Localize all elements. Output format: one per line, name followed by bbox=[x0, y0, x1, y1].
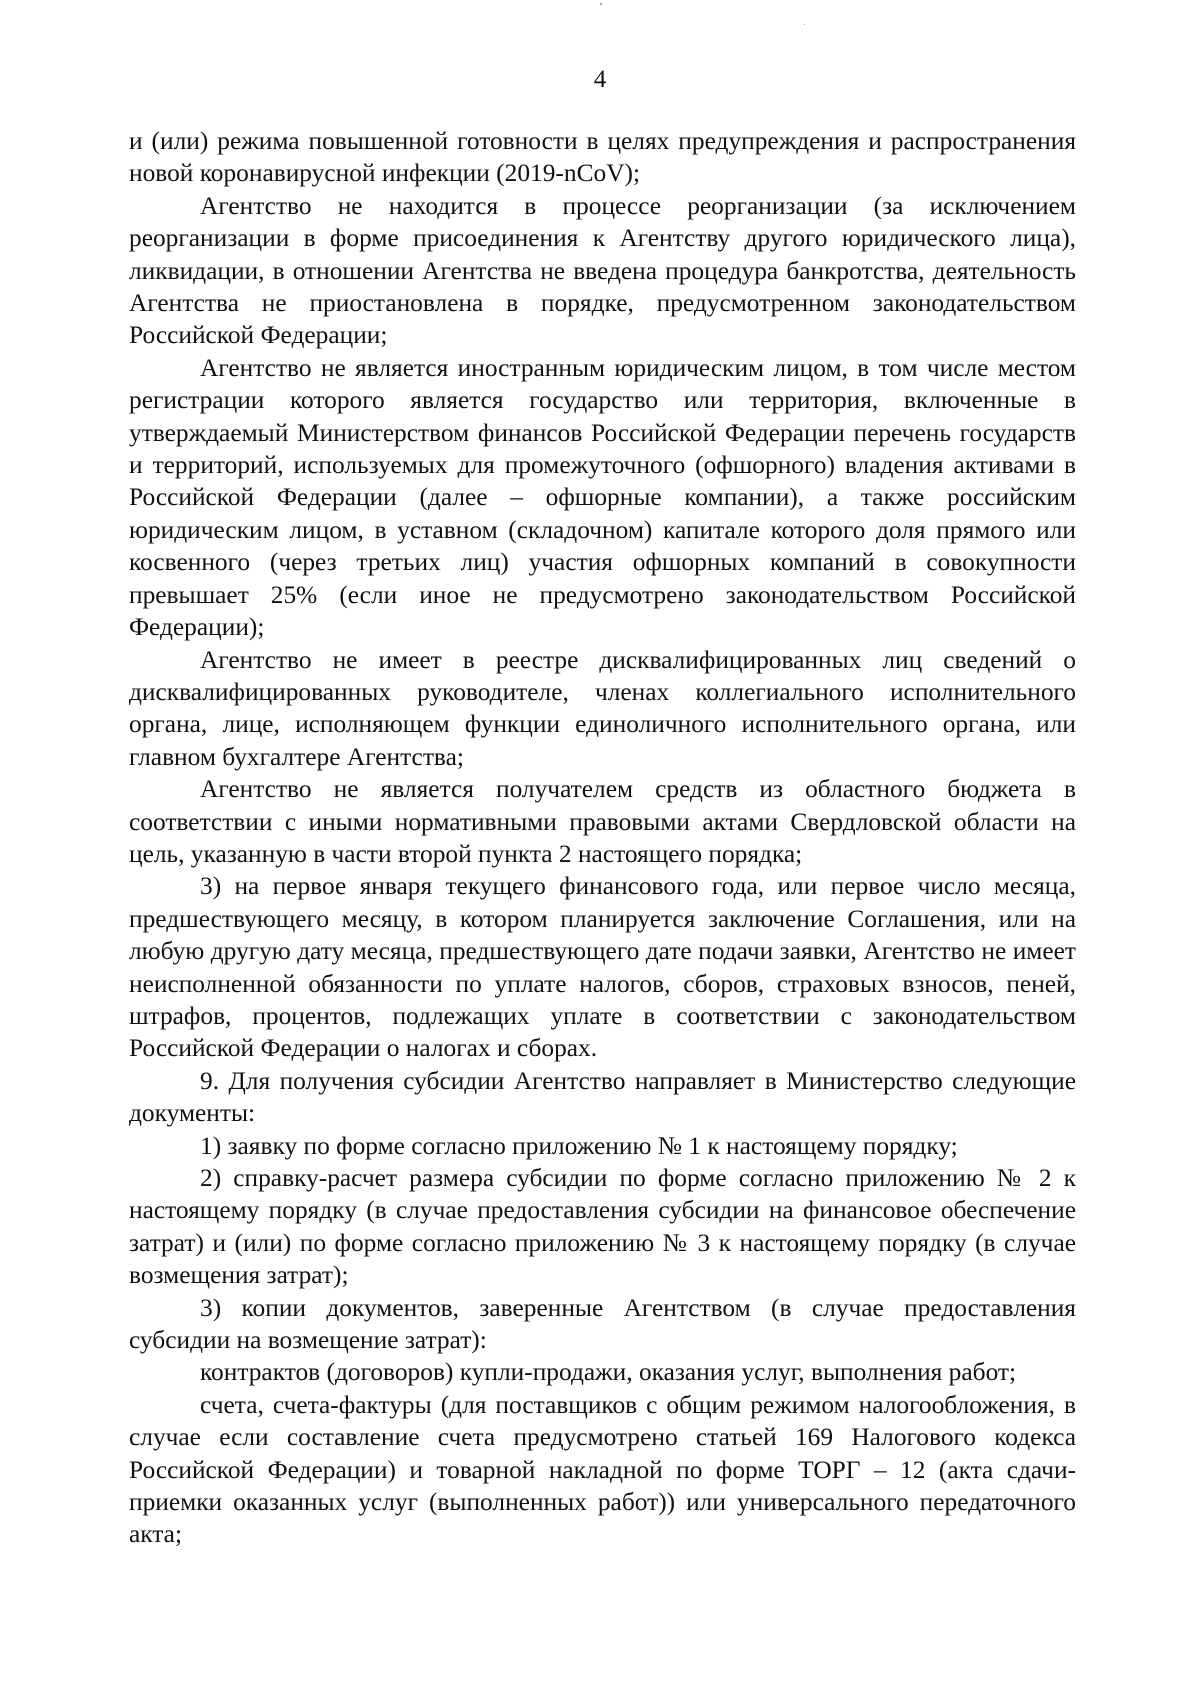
scan-speck bbox=[600, 3, 602, 5]
paragraph-continuation: и (или) режима повышенной готовности в целях предупреждения и распространения новой коронавирусной инфекции (2019-nCoV); bbox=[129, 127, 1076, 188]
document-body bbox=[129, 125, 1076, 1551]
paragraph: 3) на первое января текущего финансового года, или первое число месяца, предшествующего месяцу, в котором планируется заключение Соглашения, или на любую другую дату месяца, предшествующего дате подачи заявки, Агентство не имеет неисполненной обязанности по уплате налогов, сборов, страховых взносов, пеней, штрафов, процентов, подлежащих уплате в соответствии с законодательством Российской Федерации о налогах и сборах. bbox=[129, 872, 1076, 1063]
page-number: 4 bbox=[593, 66, 607, 93]
sub-item: контрактов (договоров) купли-продажи, оказания услуг, выполнения работ; bbox=[200, 1358, 1017, 1387]
list-item: 2) справку-расчет размера субсидии по форме согласно приложению № 2 к настоящему порядку (в случае предоставления субсидии на финансовое обеспечение затрат) и (или) по форме согласно приложению № 3 к настоящему порядку (в случае возмещения затрат); bbox=[129, 1164, 1076, 1290]
list-item: 3) копии документов, заверенные Агентством (в случае предоставления субсидии на возмещение затрат): bbox=[129, 1293, 1076, 1355]
paragraph: Агентство не является получателем средств из областного бюджета в соответствии с иными нормативными правовыми актами Свердловской области на цель, указанную в части второй пункта 2 настоящего порядка; bbox=[129, 775, 1076, 868]
paragraph: Агентство не является иностранным юридическим лицом, в том числе местом регистрации которого является государство или территория, включенные в утверждаемый Министерством финансов Российской Федерации перечень государств и территорий, используемых для промежуточного (офшорного) владения активами в Российской Федерации (далее – офшорные компании), а также российским юридическим лицом, в уставном (складочном) капитале которого доля прямого или косвенного (через третьих лиц) участия офшорных компаний в совокупности превышает 25% (если иное не предусмотрено законодательством Российской Федерации); bbox=[129, 353, 1076, 642]
list-item: 1) заявку по форме согласно приложению № 1 к настоящему порядку; bbox=[200, 1131, 958, 1160]
paragraph: Агентство не находится в процессе реорганизации (за исключением реорганизации в форме присоединения к Агентству другого юридического лица), ликвидации, в отношении Агентства не введена процедура банкротства, деятельность Агентства не приостановлена в порядке, предусмотренном законодательством Российской Федерации; bbox=[129, 191, 1076, 350]
sub-item: счета, счета-фактуры (для поставщиков с общим режимом налогообложения, в случае если составление счета предусмотрено статьей 169 Налогового кодекса Российской Федерации) и товарной накладной по форме ТОРГ – 12 (акта сдачи-приемки оказанных услуг (выполненных работ)) или универсального передаточного акта; bbox=[129, 1390, 1076, 1549]
scan-speck bbox=[804, 24, 805, 25]
paragraph: 9. Для получения субсидии Агентство направляет в Министерство следующие документы: bbox=[129, 1066, 1076, 1128]
paragraph: Агентство не имеет в реестре дисквалифицированных лиц сведений о дисквалифицированных руководителе, членах коллегиального исполнительного органа, лице, исполняющем функции единоличного исполнительного органа, или главном бухгалтере Агентства; bbox=[129, 645, 1076, 771]
